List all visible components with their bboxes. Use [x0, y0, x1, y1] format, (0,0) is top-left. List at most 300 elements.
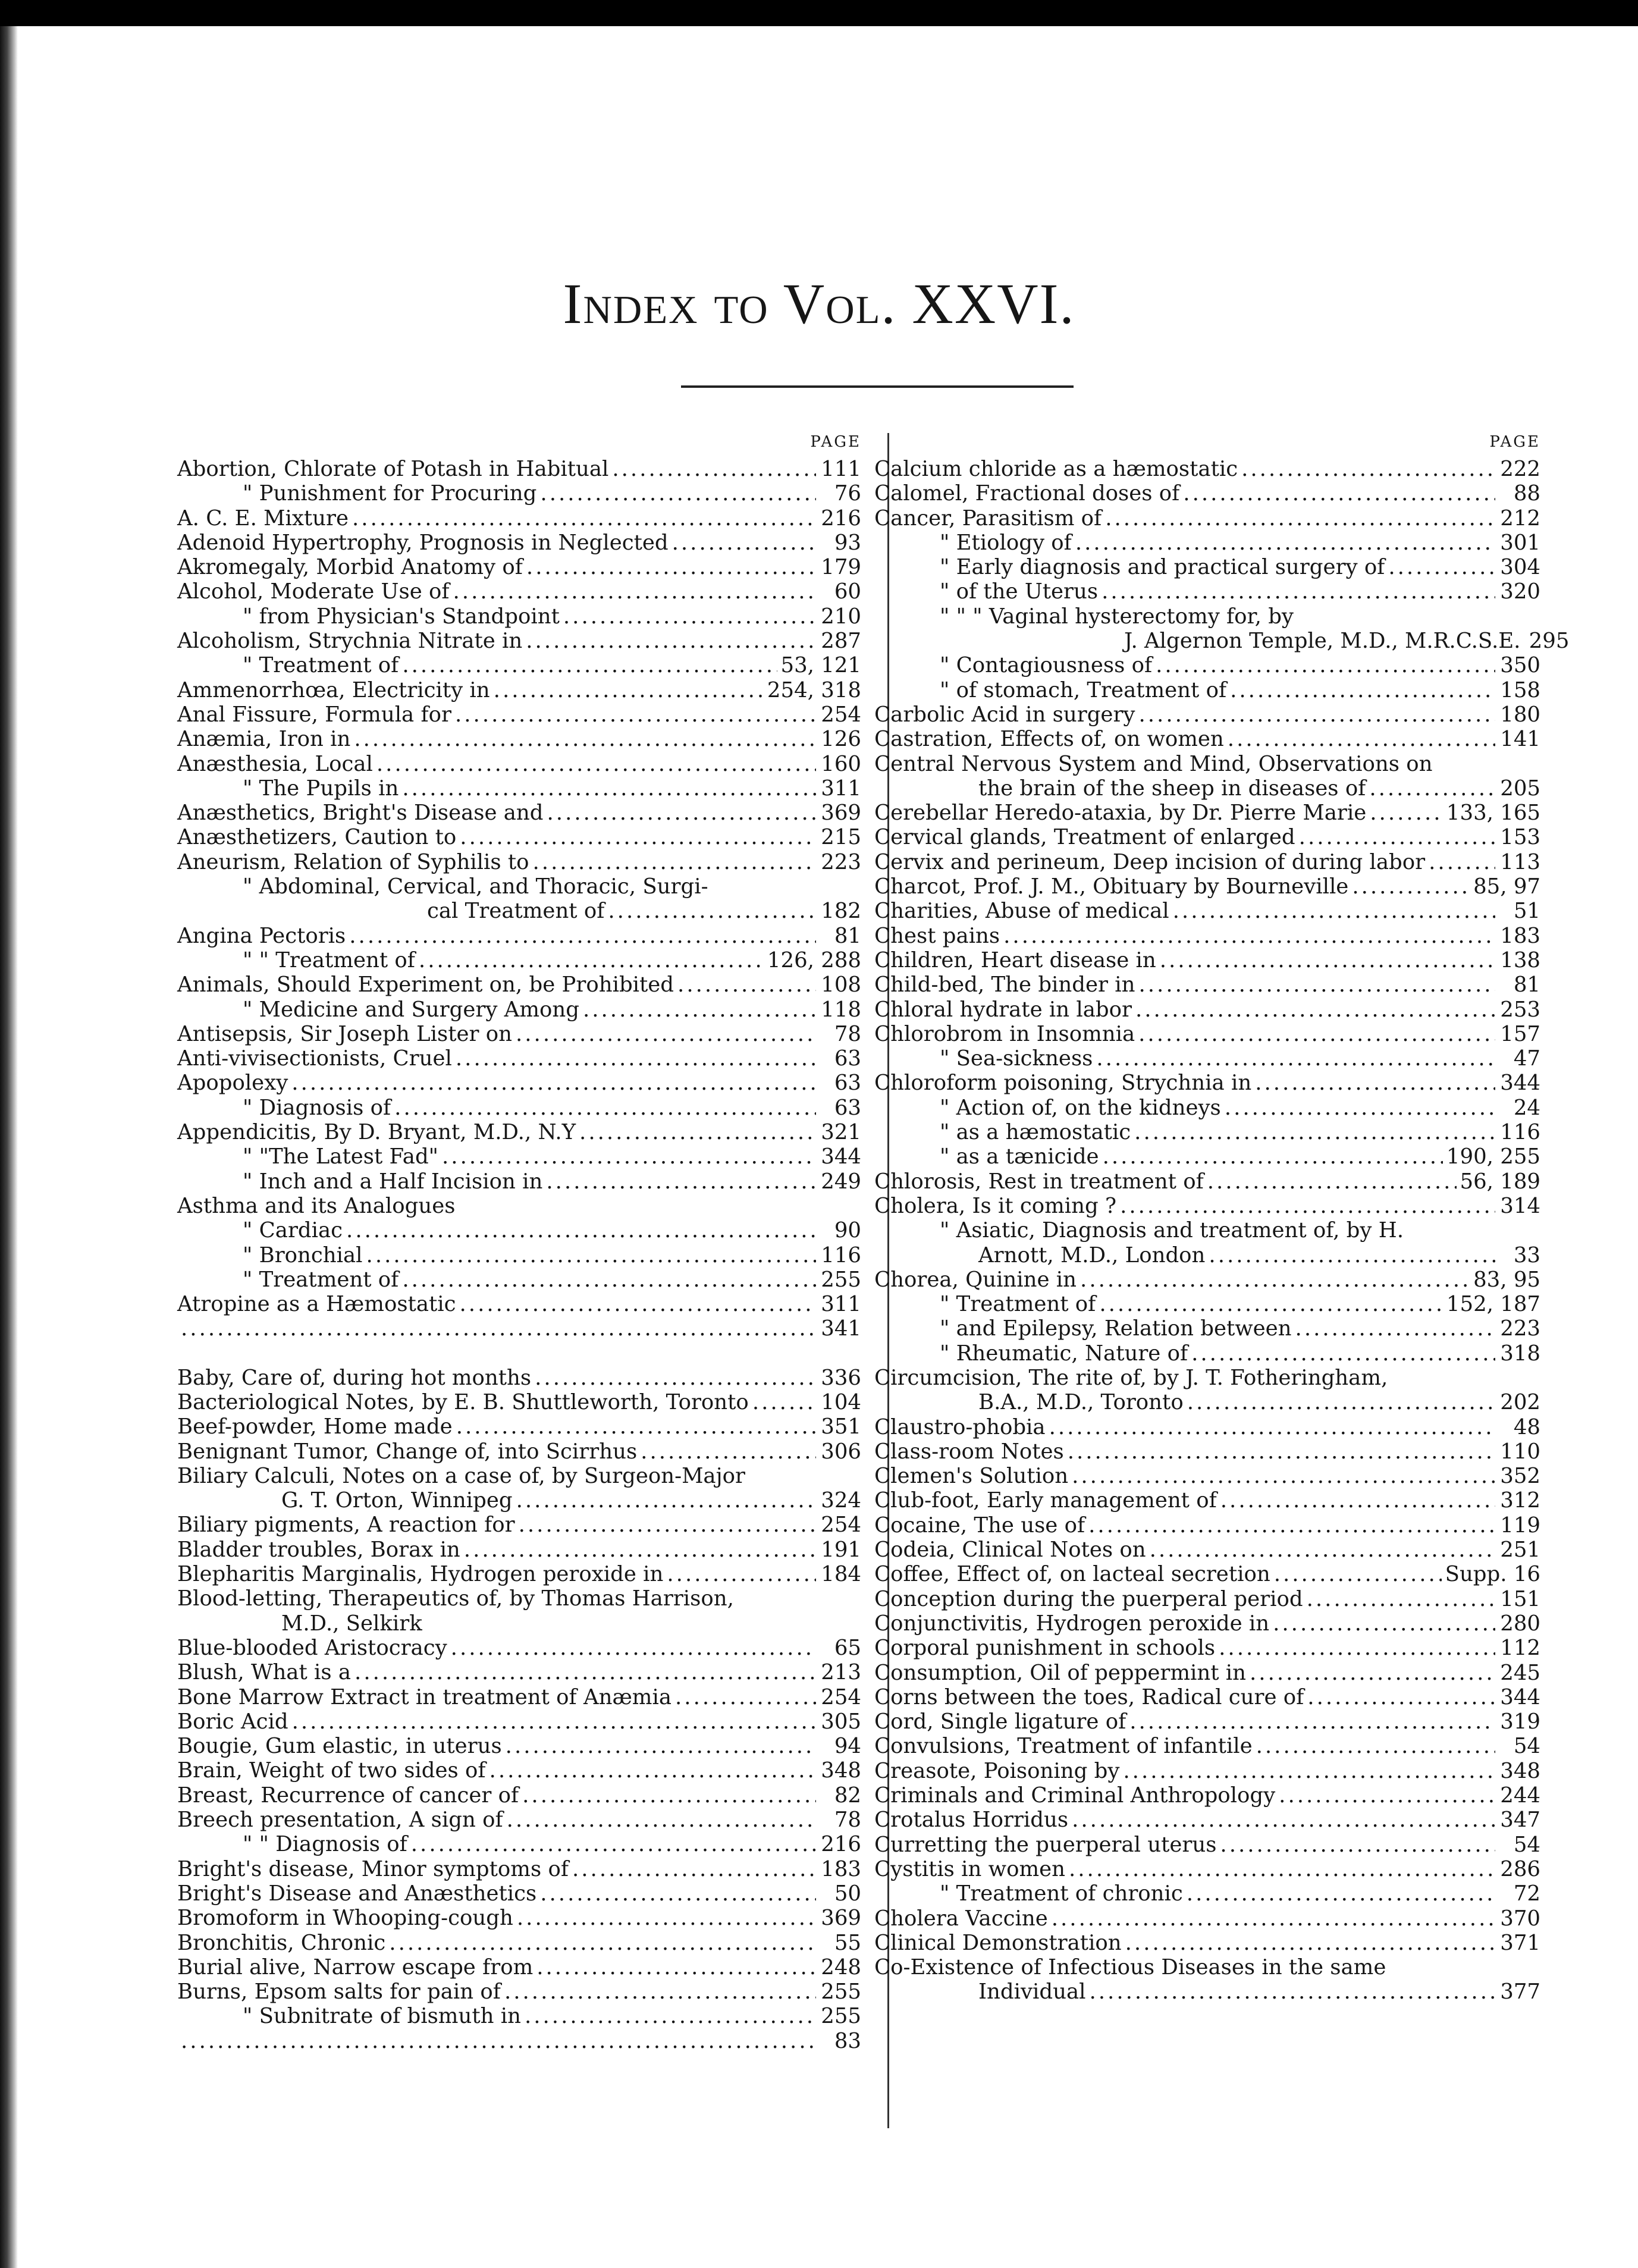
index-entry-page: 255 [821, 2004, 861, 2029]
index-entry-page: 82 [834, 1783, 861, 1808]
index-entry-text: Appendicitis, By D. Bryant, M.D., N.Y [177, 1120, 576, 1145]
index-entry-page: 248 [821, 1955, 861, 1980]
index-entry [177, 1881, 861, 1906]
index-entry-text: Alcohol, Moderate Use of [177, 579, 450, 604]
dot-leader [354, 727, 816, 751]
index-entry [874, 1022, 1540, 1046]
index-entry [177, 776, 861, 801]
index-entry-text: " of stomach, Treatment of [940, 677, 1227, 702]
index-entry-text: Anæsthetizers, Caution to [177, 825, 457, 850]
index-entry-text: Adenoid Hypertrophy, Prognosis in Neglected [177, 530, 669, 555]
index-entry [177, 1538, 861, 1562]
index-entry-text: " Asiatic, Diagnosis and treatment of, by H. [940, 1218, 1404, 1243]
dot-leader [563, 604, 816, 629]
dot-leader [494, 678, 764, 702]
index-entry-text: Aneurism, Relation of Syphilis to [177, 849, 529, 874]
dot-leader [1279, 1783, 1495, 1808]
index-entry-page: 112 [1500, 1636, 1540, 1661]
dot-leader [1307, 1587, 1495, 1611]
index-entry-text: Brain, Weight of two sides of [177, 1758, 486, 1783]
index-entry-page: 254 [821, 702, 861, 727]
index-entry-text: Central Nervous System and Mind, Observations on [874, 751, 1433, 776]
index-entry-page: 341 [821, 1316, 861, 1341]
index-entry-text: " from Physician's Standpoint [243, 604, 560, 629]
index-entry-text: " Medicine and Surgery Among [243, 997, 579, 1022]
index-entry [177, 506, 861, 531]
index-entry-text: " Bronchial [243, 1243, 363, 1268]
index-entry-page: 160 [821, 751, 861, 776]
index-entry-page: 93 [834, 530, 861, 555]
index-entry [177, 1243, 861, 1268]
dot-leader [1138, 702, 1495, 727]
index-entry-page: 191 [821, 1537, 861, 1562]
dot-leader [572, 1857, 816, 1881]
index-entry-page: 54 [1513, 1734, 1540, 1759]
scan-top-border [0, 0, 1638, 26]
index-column-right [874, 433, 1570, 2005]
dot-leader [612, 457, 816, 481]
index-entry-text: Bougie, Gum elastic, in uterus [177, 1734, 502, 1759]
index-entry-page: 90 [834, 1218, 861, 1243]
index-entry [874, 1513, 1540, 1538]
index-entry-page: 304 [1500, 555, 1540, 580]
index-entry-text: " and Epilepsy, Relation between [940, 1316, 1292, 1341]
index-entry-page: 319 [1500, 1709, 1540, 1734]
index-entry-text: Curretting the puerperal uterus [874, 1832, 1217, 1857]
index-entry [874, 1390, 1540, 1414]
dot-leader [1256, 1734, 1495, 1758]
dot-leader [608, 899, 816, 923]
index-entry-page: 254, 318 [767, 677, 861, 702]
index-entry-page: 157 [1500, 1021, 1540, 1046]
index-entry [177, 481, 861, 506]
index-entry-text: " of the Uterus [940, 579, 1099, 604]
dot-leader [507, 1808, 816, 1832]
index-entry-page: 223 [1500, 1316, 1540, 1341]
index-entry-page: 138 [1500, 948, 1540, 973]
index-entry-page: 116 [821, 1243, 861, 1268]
index-entry [874, 948, 1540, 973]
index-entry-text: B.A., M.D., Toronto [978, 1390, 1184, 1415]
dot-leader [456, 1046, 816, 1071]
index-entry-text: Animals, Should Experiment on, be Prohibited [177, 973, 674, 997]
index-entry [874, 1709, 1540, 1734]
index-entry [874, 1611, 1540, 1636]
index-entry-text: the brain of the sheep in diseases of [978, 776, 1366, 801]
index-entry [874, 579, 1540, 604]
index-entry-page: 348 [821, 1758, 861, 1783]
index-entry [874, 1562, 1540, 1586]
dot-leader [376, 752, 816, 776]
dot-leader [667, 1562, 816, 1586]
dot-leader [546, 1169, 816, 1194]
index-entry-page: 255 [821, 1980, 861, 2005]
index-entry-text: Clinical Demonstration [874, 1930, 1122, 1955]
dot-leader [1069, 1857, 1495, 1881]
index-entry-text: " Punishment for Procuring [243, 481, 537, 506]
index-entry-text: Biliary pigments, A reaction for [177, 1513, 515, 1538]
index-entry-text: Abortion, Chlorate of Potash in Habitual [177, 457, 609, 481]
index-entry-text: Boric Acid [177, 1709, 288, 1734]
dot-leader [1099, 1292, 1443, 1316]
index-entry [874, 1636, 1540, 1660]
index-entry-page: 377 [1500, 1980, 1540, 2005]
index-entry-text: A. C. E. Mixture [177, 506, 349, 531]
dot-leader [1105, 506, 1495, 531]
index-entry [874, 481, 1540, 506]
index-entry-text: " Treatment of chronic [940, 1881, 1183, 1906]
index-entry-page: 280 [1500, 1611, 1540, 1636]
dot-leader [1072, 1808, 1495, 1832]
index-entry [177, 2029, 861, 2053]
index-entry-page: 255 [821, 1267, 861, 1292]
index-entry-text: " The Pupils in [243, 776, 399, 801]
dot-leader [536, 1955, 816, 1980]
dot-leader [1230, 678, 1495, 702]
index-entry [177, 1783, 861, 1808]
index-entry-page: 190, 255 [1446, 1144, 1540, 1169]
index-entry-text: " Etiology of [940, 530, 1072, 555]
index-entry-page: 254 [821, 1513, 861, 1538]
dot-leader [346, 1218, 816, 1243]
index-entry [874, 1881, 1540, 1906]
index-entry-page: 306 [821, 1439, 861, 1464]
page-column-header: PAGE [1489, 433, 1540, 451]
dot-leader [1068, 1439, 1495, 1464]
index-entry [177, 1218, 861, 1243]
index-entry [874, 1268, 1540, 1292]
index-entry-page: 63 [834, 1095, 861, 1120]
dot-leader [525, 2004, 816, 2028]
index-entry-page: 254 [821, 1684, 861, 1709]
dot-leader [506, 1734, 816, 1758]
index-entry-text: Coffee, Effect of, on lacteal secretion [874, 1562, 1270, 1587]
index-entry-page: 314 [1500, 1193, 1540, 1218]
dot-leader [292, 1709, 816, 1734]
index-entry-text: Convulsions, Treatment of infantile [874, 1734, 1253, 1759]
dot-leader [1173, 899, 1495, 923]
dot-leader [402, 776, 816, 801]
index-entry-text: Charities, Abuse of medical [874, 899, 1169, 924]
index-entry-text: Co-Existence of Infectious Diseases in the same [874, 1955, 1386, 1980]
dot-leader [1295, 1316, 1495, 1341]
dot-leader [1209, 1243, 1495, 1268]
index-entry-text: Criminals and Criminal Anthropology [874, 1783, 1276, 1808]
index-entry [874, 678, 1540, 702]
index-entry-text: Cord, Single ligature of [874, 1709, 1126, 1734]
index-entry-page: 287 [821, 629, 861, 654]
index-entry-text: Benignant Tumor, Change of, into Scirrhus [177, 1439, 638, 1464]
index-entry-text: Apopolexy [177, 1071, 288, 1096]
index-entry-page: 104 [821, 1389, 861, 1414]
dot-leader [752, 1390, 816, 1414]
index-entry [177, 801, 861, 825]
dot-leader [394, 1096, 816, 1120]
index-entry-text: " Rheumatic, Nature of [940, 1341, 1188, 1366]
index-entry [177, 1980, 861, 2004]
index-entry [874, 997, 1540, 1022]
index-entry [874, 1366, 1540, 1390]
dot-leader [526, 629, 816, 653]
dot-leader [1241, 457, 1495, 481]
dot-leader [672, 531, 816, 555]
index-entry [874, 801, 1540, 825]
dot-leader [460, 825, 816, 849]
index-entry-text: Arnott, M.D., London [978, 1243, 1206, 1268]
dot-leader [504, 1980, 816, 2004]
index-entry [874, 702, 1540, 727]
index-entry [177, 1022, 861, 1046]
index-entry-text: Castration, Effects of, on women [874, 727, 1224, 752]
index-entry-text: Chloroform poisoning, Strychnia in [874, 1071, 1252, 1096]
index-entry-page: 180 [1500, 702, 1540, 727]
index-entry [874, 1906, 1540, 1931]
index-entry-text: " Sea-sickness [940, 1046, 1093, 1071]
index-entry [874, 1783, 1540, 1808]
dot-leader [641, 1439, 816, 1464]
index-entry-page: 350 [1500, 653, 1540, 678]
dot-leader [583, 997, 816, 1022]
dot-leader [291, 1071, 816, 1095]
index-entry-text: " " " Vaginal hysterectomy for, by [940, 604, 1294, 629]
index-entry [874, 1488, 1540, 1513]
index-entry-text: " " Treatment of [243, 948, 415, 973]
dot-leader [517, 1906, 816, 1930]
index-entry-page: 88 [1513, 481, 1540, 506]
dot-leader [1138, 973, 1495, 997]
index-entry-page: 94 [834, 1734, 861, 1759]
dot-leader [1273, 1611, 1495, 1636]
dot-leader [547, 801, 816, 825]
index-entry-page: 141 [1500, 727, 1540, 752]
index-entry-text: " Action of, on the kidneys [940, 1095, 1221, 1120]
index-entry-page: 324 [821, 1488, 861, 1513]
dot-leader [489, 1758, 816, 1783]
index-entry [177, 973, 861, 997]
index-entry-page: 347 [1500, 1808, 1540, 1833]
index-entry-page: 111 [821, 457, 861, 481]
index-entry [177, 1144, 861, 1169]
index-entry-text: Creasote, Poisoning by [874, 1758, 1120, 1783]
dot-leader [519, 1513, 816, 1537]
index-entry [874, 506, 1540, 531]
index-entry [874, 1169, 1540, 1194]
dot-leader [1369, 776, 1495, 801]
index-entry [177, 1832, 861, 1856]
dot-leader [1072, 1464, 1495, 1488]
index-entry-page: 311 [821, 1292, 861, 1317]
index-entry-page: 369 [821, 1906, 861, 1931]
dot-leader [352, 506, 816, 531]
index-entry [874, 653, 1540, 677]
dot-leader [1160, 948, 1495, 973]
dot-leader [522, 1783, 816, 1808]
index-entry-page: 56, 189 [1460, 1169, 1540, 1194]
index-entry [177, 1586, 861, 1611]
index-column-left [177, 433, 861, 2053]
index-entry-text: Chorea, Quinine in [874, 1267, 1077, 1292]
index-entry-page: 126, 288 [767, 948, 861, 973]
index-entry [177, 1096, 861, 1120]
index-entry-page: 63 [834, 1046, 861, 1071]
dot-leader [1096, 1046, 1495, 1071]
index-entry [177, 1194, 861, 1218]
index-entry [874, 629, 1570, 654]
index-entry [177, 2004, 861, 2028]
index-entry [874, 924, 1540, 948]
index-entry-page: 50 [834, 1881, 861, 1906]
index-entry [177, 1734, 861, 1758]
page-column-header: PAGE [810, 433, 861, 451]
index-entry [177, 948, 861, 973]
index-entry-text: Individual [978, 1980, 1086, 2005]
index-entry [874, 1144, 1540, 1169]
index-entry [177, 555, 861, 579]
index-entry-text: Asthma and its Analogues [177, 1193, 456, 1218]
index-entry-text: Burns, Epsom salts for pain of [177, 1980, 501, 2005]
index-entry-page: 153 [1500, 825, 1540, 850]
index-entry [177, 653, 861, 677]
index-entry-page: 33 [1513, 1243, 1540, 1268]
index-entry-page: 65 [834, 1635, 861, 1660]
index-entry [177, 1636, 861, 1660]
index-entry-page: 305 [821, 1709, 861, 1734]
dot-leader [1250, 1661, 1495, 1685]
index-entry [874, 825, 1540, 849]
index-entry-text: G. T. Orton, Winnipeg [281, 1488, 513, 1513]
index-entry-page: 51 [1513, 899, 1540, 924]
index-entry [874, 727, 1540, 751]
dot-leader [366, 1243, 816, 1268]
index-entry-page: 119 [1500, 1513, 1540, 1538]
index-entry-page: 301 [1500, 530, 1540, 555]
index-entry [177, 1268, 861, 1292]
index-entry-text: Child-bed, The binder in [874, 973, 1135, 997]
index-entry-text: " Treatment of [940, 1292, 1096, 1317]
index-entries-left [177, 457, 861, 2053]
index-entry-text: Corporal punishment in schools [874, 1636, 1216, 1661]
index-entry [874, 1734, 1540, 1758]
dot-leader [1219, 1636, 1495, 1660]
index-entry [177, 1808, 861, 1832]
index-entry-text: Clemen's Solution [874, 1464, 1069, 1489]
index-entry-page: 311 [821, 776, 861, 801]
dot-leader [1255, 1071, 1495, 1095]
index-entry-page: 118 [821, 997, 861, 1022]
index-entry [177, 1685, 861, 1709]
index-entry [177, 579, 861, 604]
index-entry-page: 151 [1500, 1586, 1540, 1611]
index-entry [177, 1857, 861, 1881]
index-entry-text: " Diagnosis of [243, 1095, 391, 1120]
index-entry [177, 1169, 861, 1194]
dot-leader [1003, 924, 1495, 948]
index-entry-text: Bronchitis, Chronic [177, 1930, 386, 1955]
index-entry-text: Blepharitis Marginalis, Hydrogen peroxide in [177, 1562, 664, 1587]
index-entry-text: Crotalus Horridus [874, 1808, 1069, 1833]
index-entry-page: 81 [834, 923, 861, 948]
index-entry-page: 244 [1500, 1783, 1540, 1808]
index-entry-text: " Inch and a Half Incision in [243, 1169, 543, 1194]
index-entry [874, 1316, 1540, 1341]
index-entry-text: Claustro-phobia [874, 1414, 1046, 1439]
title-rule [681, 385, 1074, 388]
index-entry-page: 179 [821, 555, 861, 580]
index-entry-page: 216 [821, 506, 861, 531]
index-entry-text: " Treatment of [243, 1267, 399, 1292]
index-entry-page: 321 [821, 1120, 861, 1145]
dot-leader [1125, 1931, 1495, 1955]
index-entry [874, 1218, 1540, 1243]
dot-leader [1225, 1096, 1495, 1120]
dot-leader [1089, 1980, 1495, 2004]
index-entry [177, 629, 861, 653]
index-entry [874, 1955, 1540, 1980]
index-entry-text: cal Treatment of [427, 899, 605, 924]
index-entry-page: 210 [821, 604, 861, 629]
index-entry-page: 183 [1500, 923, 1540, 948]
dot-leader [1049, 1415, 1495, 1439]
index-entry-page: 83 [834, 2028, 861, 2053]
index-entry-page: 216 [821, 1832, 861, 1857]
dot-leader [181, 1316, 816, 1341]
dot-leader [419, 948, 764, 973]
index-entry [177, 924, 861, 948]
index-entry-text: Bone Marrow Extract in treatment of Anæmia [177, 1684, 671, 1709]
index-entry-text: Cocaine, The use of [874, 1513, 1085, 1538]
dot-leader [1150, 1538, 1495, 1562]
index-entry [177, 1513, 861, 1537]
dot-leader [579, 1120, 816, 1144]
dot-leader [1220, 1488, 1495, 1513]
index-entry [874, 1587, 1540, 1611]
index-entry-text: Anæsthesia, Local [177, 751, 373, 776]
dot-leader [411, 1832, 816, 1856]
dot-leader [1134, 1120, 1495, 1144]
dot-leader [453, 579, 817, 604]
index-entry [177, 604, 861, 629]
index-entry-text: Bright's disease, Minor symptoms of [177, 1856, 569, 1881]
index-entry [177, 1046, 861, 1071]
dot-leader [1187, 1881, 1495, 1906]
index-entry-page: 205 [1500, 776, 1540, 801]
index-entry-page: 133, 165 [1446, 801, 1540, 826]
index-entry-text: Calomel, Fractional doses of [874, 481, 1180, 506]
index-entry-page: 222 [1500, 457, 1540, 481]
index-entry-text: Bacteriological Notes, by E. B. Shuttleworth, Toronto [177, 1389, 749, 1414]
index-entry-page: 318 [1500, 1341, 1540, 1366]
index-entry-page: 286 [1500, 1856, 1540, 1881]
index-entry [177, 1488, 861, 1513]
index-entry [177, 1931, 861, 1955]
index-entry [177, 825, 861, 849]
index-entry-text: Anæsthetics, Bright's Disease and [177, 801, 544, 826]
page-title-text: Index to Vol. [563, 272, 897, 335]
index-entry [177, 1120, 861, 1144]
index-entry-text: Corns between the toes, Radical cure of [874, 1684, 1304, 1709]
index-entry [177, 1390, 861, 1414]
index-entry-text: Consumption, Oil of peppermint in [874, 1660, 1246, 1685]
index-entry-text: Beef-powder, Home made [177, 1414, 453, 1439]
index-entry [874, 1464, 1540, 1488]
index-entry [874, 457, 1540, 481]
index-entry-page: 72 [1513, 1881, 1540, 1906]
index-entry [874, 1341, 1540, 1366]
index-entry [177, 874, 861, 899]
index-entry [874, 973, 1540, 997]
dot-leader [442, 1144, 816, 1169]
index-entry [177, 531, 861, 555]
